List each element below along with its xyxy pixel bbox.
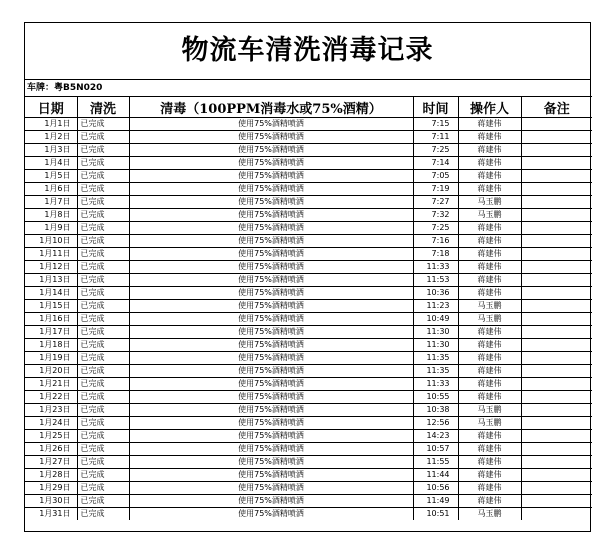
time-cell: 10:36 xyxy=(413,287,458,300)
header-note: 备注 xyxy=(521,97,592,118)
disinfect-method-cell: 使用75%酒精喷洒 xyxy=(129,495,413,508)
note-cell xyxy=(521,209,592,222)
clean-status-cell: 已完成 xyxy=(77,482,129,495)
time-cell: 10:57 xyxy=(413,443,458,456)
time-cell: 7:15 xyxy=(413,118,458,131)
time-cell: 7:14 xyxy=(413,157,458,170)
operator-cell: 马玉鹏 xyxy=(458,300,521,313)
table-row xyxy=(25,469,592,482)
date-cell: 1月6日 xyxy=(25,183,77,196)
date-cell: 1月30日 xyxy=(25,495,77,508)
clean-status-cell: 已完成 xyxy=(77,118,129,131)
disinfect-method-cell: 使用75%酒精喷洒 xyxy=(129,456,413,469)
clean-status-cell: 已完成 xyxy=(77,261,129,274)
note-cell xyxy=(521,326,592,339)
table-row xyxy=(25,339,592,352)
operator-cell: 蒋建伟 xyxy=(458,248,521,261)
date-cell: 1月20日 xyxy=(25,365,77,378)
clean-status-cell: 已完成 xyxy=(77,235,129,248)
table-row xyxy=(25,131,592,144)
date-cell: 1月25日 xyxy=(25,430,77,443)
table-row xyxy=(25,313,592,326)
note-cell xyxy=(521,430,592,443)
table-row xyxy=(25,326,592,339)
disinfect-method-cell: 使用75%酒精喷洒 xyxy=(129,443,413,456)
note-cell xyxy=(521,118,592,131)
clean-status-cell: 已完成 xyxy=(77,144,129,157)
clean-status-cell: 已完成 xyxy=(77,378,129,391)
table-row xyxy=(25,157,592,170)
time-cell: 10:49 xyxy=(413,313,458,326)
operator-cell: 马玉鹏 xyxy=(458,313,521,326)
date-cell: 1月7日 xyxy=(25,196,77,209)
disinfect-method-cell: 使用75%酒精喷洒 xyxy=(129,170,413,183)
disinfect-method-cell: 使用75%酒精喷洒 xyxy=(129,274,413,287)
disinfect-method-cell: 使用75%酒精喷洒 xyxy=(129,222,413,235)
time-cell: 7:32 xyxy=(413,209,458,222)
note-cell xyxy=(521,313,592,326)
table-row xyxy=(25,352,592,365)
clean-status-cell: 已完成 xyxy=(77,391,129,404)
time-cell: 11:35 xyxy=(413,365,458,378)
disinfect-method-cell: 使用75%酒精喷洒 xyxy=(129,118,413,131)
time-cell: 11:30 xyxy=(413,339,458,352)
date-cell: 1月3日 xyxy=(25,144,77,157)
operator-cell: 蒋建伟 xyxy=(458,183,521,196)
operator-cell: 蒋建伟 xyxy=(458,352,521,365)
note-cell xyxy=(521,417,592,430)
date-cell: 1月28日 xyxy=(25,469,77,482)
table-row xyxy=(25,404,592,417)
operator-cell: 蒋建伟 xyxy=(458,430,521,443)
disinfect-method-cell: 使用75%酒精喷洒 xyxy=(129,287,413,300)
date-cell: 1月31日 xyxy=(25,508,77,521)
note-cell xyxy=(521,196,592,209)
clean-status-cell: 已完成 xyxy=(77,404,129,417)
date-cell: 1月11日 xyxy=(25,248,77,261)
time-cell: 10:55 xyxy=(413,391,458,404)
operator-cell: 马玉鹏 xyxy=(458,196,521,209)
time-cell: 11:33 xyxy=(413,261,458,274)
time-cell: 11:44 xyxy=(413,469,458,482)
note-cell xyxy=(521,391,592,404)
clean-status-cell: 已完成 xyxy=(77,430,129,443)
date-cell: 1月29日 xyxy=(25,482,77,495)
date-cell: 1月5日 xyxy=(25,170,77,183)
table-row xyxy=(25,365,592,378)
clean-status-cell: 已完成 xyxy=(77,300,129,313)
operator-cell: 蒋建伟 xyxy=(458,235,521,248)
note-cell xyxy=(521,443,592,456)
table-row xyxy=(25,170,592,183)
date-cell: 1月2日 xyxy=(25,131,77,144)
header-date: 日期 xyxy=(25,97,77,118)
time-cell: 7:16 xyxy=(413,235,458,248)
table-row xyxy=(25,443,592,456)
table-row xyxy=(25,144,592,157)
operator-cell: 马玉鹏 xyxy=(458,209,521,222)
time-cell: 11:55 xyxy=(413,456,458,469)
clean-status-cell: 已完成 xyxy=(77,183,129,196)
operator-cell: 蒋建伟 xyxy=(458,456,521,469)
operator-cell: 蒋建伟 xyxy=(458,170,521,183)
disinfect-method-cell: 使用75%酒精喷洒 xyxy=(129,183,413,196)
note-cell xyxy=(521,183,592,196)
plate-number: 车牌：粤B5N020 xyxy=(25,79,590,96)
disinfect-method-cell: 使用75%酒精喷洒 xyxy=(129,482,413,495)
date-cell: 1月21日 xyxy=(25,378,77,391)
clean-status-cell: 已完成 xyxy=(77,456,129,469)
time-cell: 11:35 xyxy=(413,352,458,365)
clean-status-cell: 已完成 xyxy=(77,508,129,521)
clean-status-cell: 已完成 xyxy=(77,326,129,339)
time-cell: 11:30 xyxy=(413,326,458,339)
note-cell xyxy=(521,248,592,261)
note-cell xyxy=(521,300,592,313)
table-row xyxy=(25,196,592,209)
disinfect-method-cell: 使用75%酒精喷洒 xyxy=(129,430,413,443)
disinfect-method-cell: 使用75%酒精喷洒 xyxy=(129,261,413,274)
time-cell: 7:19 xyxy=(413,183,458,196)
operator-cell: 蒋建伟 xyxy=(458,365,521,378)
header-time: 时间 xyxy=(413,97,458,118)
operator-cell: 蒋建伟 xyxy=(458,443,521,456)
note-cell xyxy=(521,495,592,508)
clean-status-cell: 已完成 xyxy=(77,222,129,235)
note-cell xyxy=(521,222,592,235)
table-row xyxy=(25,235,592,248)
operator-cell: 蒋建伟 xyxy=(458,326,521,339)
disinfect-method-cell: 使用75%酒精喷洒 xyxy=(129,196,413,209)
note-cell xyxy=(521,365,592,378)
date-cell: 1月27日 xyxy=(25,456,77,469)
table-row xyxy=(25,209,592,222)
table-row xyxy=(25,456,592,469)
note-cell xyxy=(521,274,592,287)
table-row xyxy=(25,378,592,391)
note-cell xyxy=(521,235,592,248)
operator-cell: 蒋建伟 xyxy=(458,482,521,495)
date-cell: 1月18日 xyxy=(25,339,77,352)
table-row xyxy=(25,183,592,196)
time-cell: 11:23 xyxy=(413,300,458,313)
date-cell: 1月26日 xyxy=(25,443,77,456)
clean-status-cell: 已完成 xyxy=(77,339,129,352)
date-cell: 1月12日 xyxy=(25,261,77,274)
operator-cell: 蒋建伟 xyxy=(458,118,521,131)
clean-status-cell: 已完成 xyxy=(77,196,129,209)
date-cell: 1月9日 xyxy=(25,222,77,235)
clean-status-cell: 已完成 xyxy=(77,313,129,326)
disinfect-method-cell: 使用75%酒精喷洒 xyxy=(129,235,413,248)
time-cell: 7:18 xyxy=(413,248,458,261)
note-cell xyxy=(521,287,592,300)
table-row xyxy=(25,274,592,287)
clean-status-cell: 已完成 xyxy=(77,469,129,482)
disinfect-method-cell: 使用75%酒精喷洒 xyxy=(129,508,413,521)
table-row xyxy=(25,222,592,235)
note-cell xyxy=(521,378,592,391)
date-cell: 1月22日 xyxy=(25,391,77,404)
disinfect-method-cell: 使用75%酒精喷洒 xyxy=(129,378,413,391)
page-title: 物流车清洗消毒记录 xyxy=(181,35,434,66)
operator-cell: 蒋建伟 xyxy=(458,274,521,287)
header-row xyxy=(25,97,592,118)
date-cell: 1月14日 xyxy=(25,287,77,300)
note-cell xyxy=(521,157,592,170)
note-cell xyxy=(521,352,592,365)
date-cell: 1月10日 xyxy=(25,235,77,248)
time-cell: 7:25 xyxy=(413,144,458,157)
disinfect-method-cell: 使用75%酒精喷洒 xyxy=(129,469,413,482)
table-row xyxy=(25,495,592,508)
time-cell: 7:05 xyxy=(413,170,458,183)
note-cell xyxy=(521,131,592,144)
note-cell xyxy=(521,144,592,157)
note-cell xyxy=(521,170,592,183)
disinfect-method-cell: 使用75%酒精喷洒 xyxy=(129,209,413,222)
table-row xyxy=(25,248,592,261)
disinfect-method-cell: 使用75%酒精喷洒 xyxy=(129,417,413,430)
time-cell: 11:49 xyxy=(413,495,458,508)
clean-status-cell: 已完成 xyxy=(77,443,129,456)
time-cell: 12:56 xyxy=(413,417,458,430)
operator-cell: 马玉鹏 xyxy=(458,417,521,430)
operator-cell: 马玉鹏 xyxy=(458,404,521,417)
operator-cell: 蒋建伟 xyxy=(458,339,521,352)
table-row xyxy=(25,261,592,274)
operator-cell: 蒋建伟 xyxy=(458,495,521,508)
table-row xyxy=(25,508,592,521)
disinfect-method-cell: 使用75%酒精喷洒 xyxy=(129,144,413,157)
operator-cell: 蒋建伟 xyxy=(458,157,521,170)
time-cell: 10:56 xyxy=(413,482,458,495)
disinfect-method-cell: 使用75%酒精喷洒 xyxy=(129,326,413,339)
disinfect-method-cell: 使用75%酒精喷洒 xyxy=(129,339,413,352)
disinfect-method-cell: 使用75%酒精喷洒 xyxy=(129,248,413,261)
clean-status-cell: 已完成 xyxy=(77,417,129,430)
header-operator: 操作人 xyxy=(458,97,521,118)
table-row xyxy=(25,287,592,300)
record-table xyxy=(25,96,592,520)
date-cell: 1月16日 xyxy=(25,313,77,326)
table-row xyxy=(25,430,592,443)
date-cell: 1月23日 xyxy=(25,404,77,417)
operator-cell: 蒋建伟 xyxy=(458,391,521,404)
clean-status-cell: 已完成 xyxy=(77,157,129,170)
disinfect-method-cell: 使用75%酒精喷洒 xyxy=(129,391,413,404)
date-cell: 1月15日 xyxy=(25,300,77,313)
clean-status-cell: 已完成 xyxy=(77,495,129,508)
clean-status-cell: 已完成 xyxy=(77,365,129,378)
time-cell: 14:23 xyxy=(413,430,458,443)
note-cell xyxy=(521,508,592,521)
time-cell: 11:33 xyxy=(413,378,458,391)
date-cell: 1月13日 xyxy=(25,274,77,287)
disinfect-method-cell: 使用75%酒精喷洒 xyxy=(129,131,413,144)
operator-cell: 蒋建伟 xyxy=(458,261,521,274)
date-cell: 1月17日 xyxy=(25,326,77,339)
disinfect-method-cell: 使用75%酒精喷洒 xyxy=(129,157,413,170)
date-cell: 1月8日 xyxy=(25,209,77,222)
disinfect-method-cell: 使用75%酒精喷洒 xyxy=(129,300,413,313)
note-cell xyxy=(521,469,592,482)
date-cell: 1月24日 xyxy=(25,417,77,430)
date-cell: 1月4日 xyxy=(25,157,77,170)
disinfect-method-cell: 使用75%酒精喷洒 xyxy=(129,404,413,417)
clean-status-cell: 已完成 xyxy=(77,274,129,287)
clean-status-cell: 已完成 xyxy=(77,209,129,222)
clean-status-cell: 已完成 xyxy=(77,170,129,183)
record-sheet xyxy=(24,22,591,532)
date-cell: 1月19日 xyxy=(25,352,77,365)
operator-cell: 蒋建伟 xyxy=(458,131,521,144)
table-body xyxy=(25,118,592,521)
time-cell: 7:11 xyxy=(413,131,458,144)
header-disinfect: 清毒（100PPM消毒水或75%酒精） xyxy=(129,97,413,118)
operator-cell: 蒋建伟 xyxy=(458,378,521,391)
table-row xyxy=(25,300,592,313)
disinfect-method-cell: 使用75%酒精喷洒 xyxy=(129,313,413,326)
note-cell xyxy=(521,482,592,495)
operator-cell: 蒋建伟 xyxy=(458,222,521,235)
time-cell: 10:51 xyxy=(413,508,458,521)
table-row xyxy=(25,391,592,404)
note-cell xyxy=(521,339,592,352)
table-row xyxy=(25,118,592,131)
operator-cell: 蒋建伟 xyxy=(458,144,521,157)
operator-cell: 蒋建伟 xyxy=(458,469,521,482)
table-row xyxy=(25,482,592,495)
time-cell: 11:53 xyxy=(413,274,458,287)
disinfect-method-cell: 使用75%酒精喷洒 xyxy=(129,365,413,378)
header-clean: 清洗 xyxy=(77,97,129,118)
clean-status-cell: 已完成 xyxy=(77,248,129,261)
operator-cell: 马玉鹏 xyxy=(458,508,521,521)
operator-cell: 蒋建伟 xyxy=(458,287,521,300)
clean-status-cell: 已完成 xyxy=(77,131,129,144)
clean-status-cell: 已完成 xyxy=(77,287,129,300)
table-row xyxy=(25,417,592,430)
time-cell: 7:27 xyxy=(413,196,458,209)
note-cell xyxy=(521,456,592,469)
disinfect-method-cell: 使用75%酒精喷洒 xyxy=(129,352,413,365)
time-cell: 10:38 xyxy=(413,404,458,417)
note-cell xyxy=(521,261,592,274)
time-cell: 7:25 xyxy=(413,222,458,235)
note-cell xyxy=(521,404,592,417)
date-cell: 1月1日 xyxy=(25,118,77,131)
clean-status-cell: 已完成 xyxy=(77,352,129,365)
